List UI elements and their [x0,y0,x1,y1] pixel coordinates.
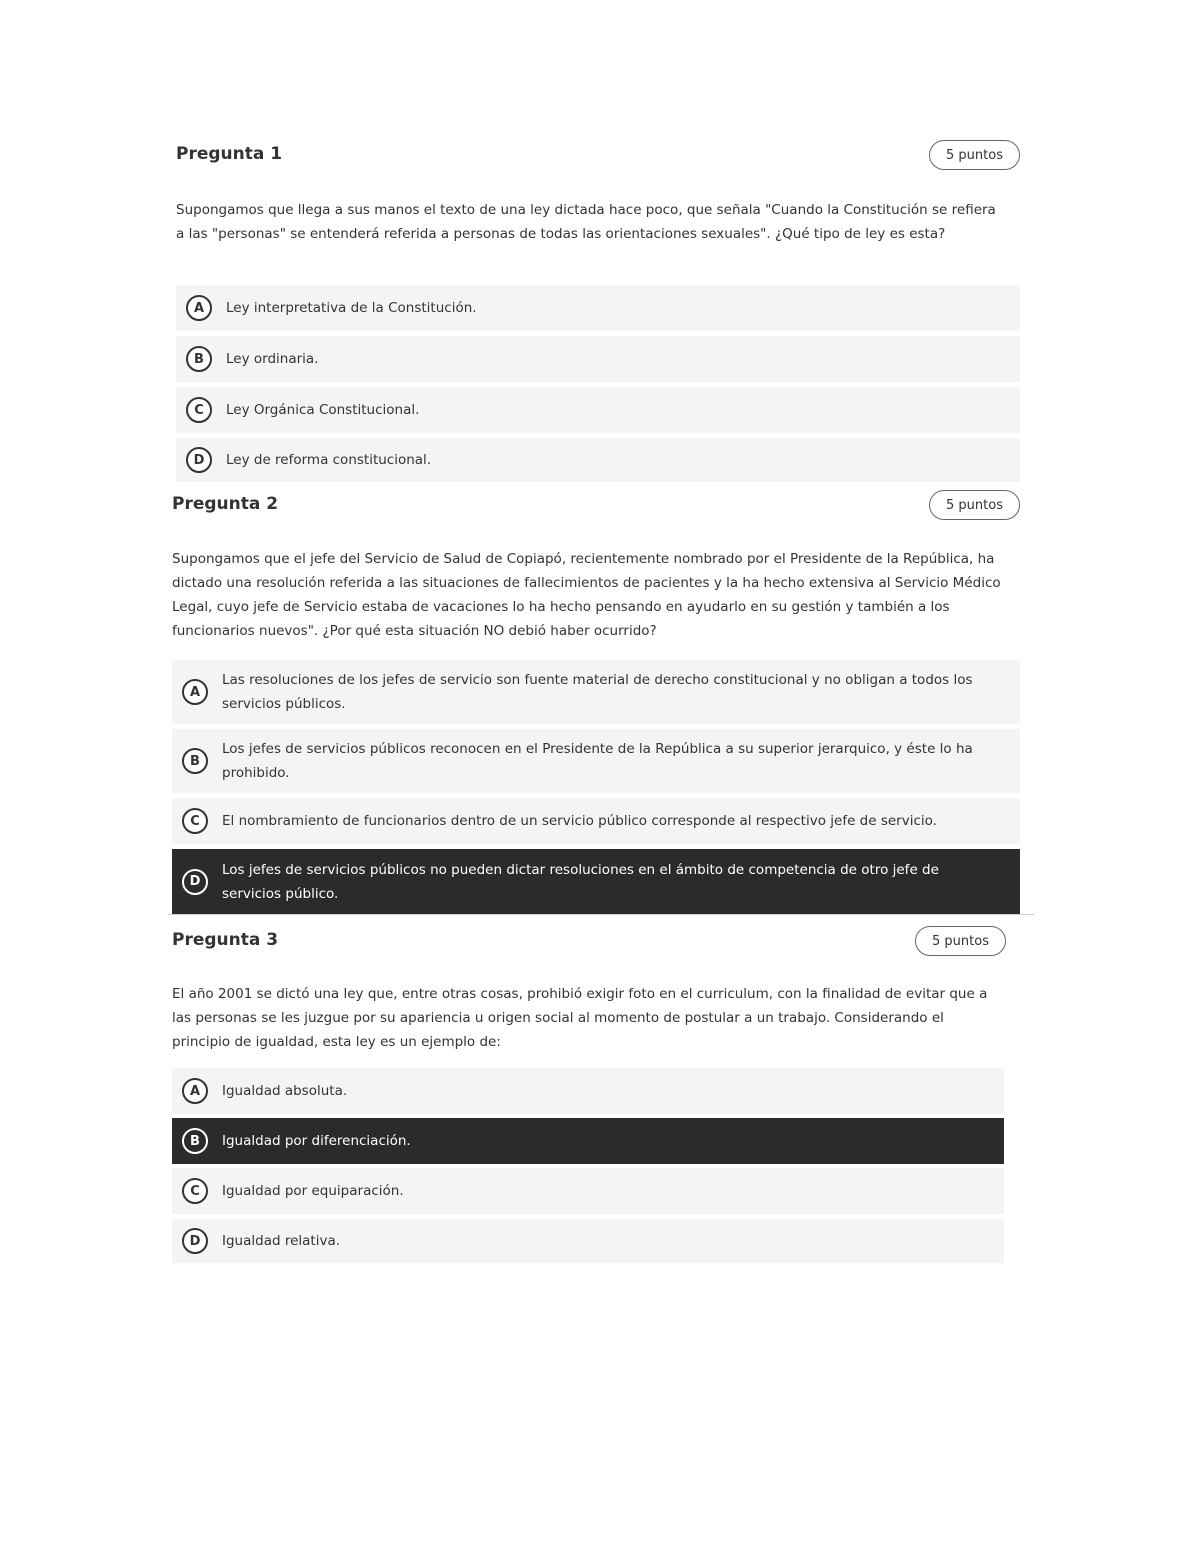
option-b[interactable] [176,336,1020,382]
option-letter-b: B [182,1128,208,1154]
question-text: Supongamos que el jefe del Servicio de Salud de Copiapó, recientemente nombrado por el Presidente de la República, ha dictado una resolución referida a las situaciones de fallecimientos de pacientes y la ha hecho extensiva al Servicio Médico Legal, cuyo jefe de Servicio estaba de vacaciones lo ha hecho pensando en ayudarlo en su gestión y también a los funcionarios nuevos". ¿Por qué esta situación NO debió haber ocurrido? [172,551,1001,639]
option-label: Las resoluciones de los jefes de servicio son fuente material de derecho constitucional y no obligan a todos los servicios públicos. [222,672,973,712]
question-text: El año 2001 se dictó una ley que, entre otras cosas, prohibió exigir foto en el curriculum, con la finalidad de evitar que a las personas se les juzgue por su apariencia u origen social al momento de postular a un trabajo. Considerando el principio de igualdad, esta ley es un ejemplo de: [172,986,988,1050]
question-title: Pregunta 3 [172,930,279,950]
question-3 [172,926,1006,1249]
question-text: Supongamos que llega a sus manos el texto de una ley dictada hace poco, que señala "Cuando la Constitución se refiera a las "personas" se entenderá referida a personas de todas las orientaciones sexuales". ¿Qué tipo de ley es esta? [176,202,996,242]
question-header [172,926,1006,960]
option-letter-c: C [182,1178,208,1204]
option-c[interactable] [172,1168,1004,1214]
option-label: El nombramiento de funcionarios dentro de un servicio público corresponde al respectivo jefe de servicio. [222,813,937,829]
question-header [172,490,1020,524]
option-label: Igualdad por diferenciación. [222,1133,411,1149]
option-d[interactable] [172,1219,1004,1263]
option-label: Los jefes de servicios públicos reconocen en el Presidente de la República a su superior jerarquico, y éste lo ha prohibido. [222,741,973,781]
points-badge: 5 puntos [915,926,1006,956]
option-c[interactable] [172,798,1020,844]
option-letter-a: A [182,679,208,705]
option-letter-c: C [186,397,212,423]
option-letter-b: B [182,748,208,774]
question-2 [172,490,1020,902]
option-label: Igualdad absoluta. [222,1083,348,1099]
question-1 [176,140,1020,468]
option-label: Ley Orgánica Constitucional. [226,402,420,418]
option-b[interactable] [172,729,1020,793]
points-badge: 5 puntos [929,140,1020,170]
option-letter-d: D [182,869,208,895]
option-letter-b: B [186,346,212,372]
question-title: Pregunta 1 [176,144,283,164]
points-badge: 5 puntos [929,490,1020,520]
question-header [176,140,1020,174]
question-divider [168,914,1034,915]
option-letter-d: D [182,1228,208,1254]
option-letter-a: A [182,1078,208,1104]
option-letter-c: C [182,808,208,834]
option-letter-d: D [186,447,212,473]
option-label: Ley de reforma constitucional. [226,452,432,468]
option-a[interactable] [172,660,1020,724]
option-label: Ley interpretativa de la Constitución. [226,300,477,316]
option-letter-a: A [186,295,212,321]
option-label: Ley ordinaria. [226,351,319,367]
option-a[interactable] [172,1068,1004,1114]
option-d-selected[interactable] [172,849,1020,914]
option-label: Igualdad por equiparación. [222,1183,404,1199]
option-a[interactable] [176,285,1020,331]
option-label: Los jefes de servicios públicos no pueden dictar resoluciones en el ámbito de competencia de otro jefe de servicios público. [222,861,939,902]
option-c[interactable] [176,387,1020,433]
option-d[interactable] [176,438,1020,482]
option-b-selected[interactable] [172,1118,1004,1164]
option-label: Igualdad relativa. [222,1233,341,1249]
question-title: Pregunta 2 [172,494,279,514]
